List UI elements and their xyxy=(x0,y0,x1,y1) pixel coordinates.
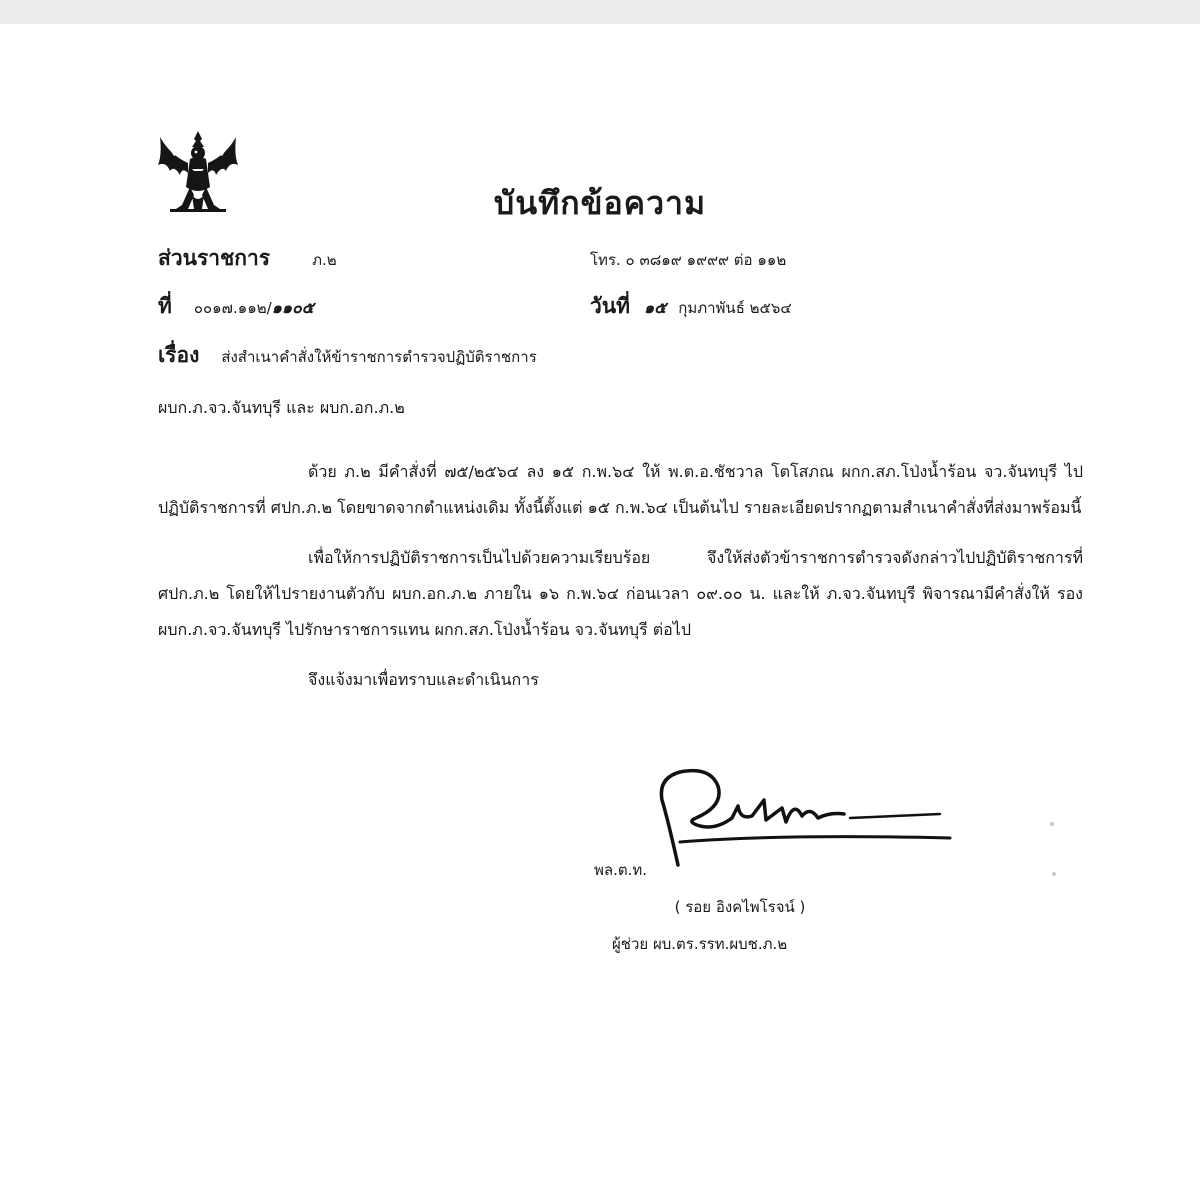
ref-handwritten: ๑๑๐๕ xyxy=(271,298,314,317)
closing-line: จึงแจ้งมาเพื่อทราบและดำเนินการ xyxy=(308,670,539,689)
memo-title: บันทึกข้อความ xyxy=(493,184,707,222)
ref-label: ที่ xyxy=(158,294,172,318)
subject-value: ส่งสำเนาคำสั่งให้ข้าราชการตำรวจปฏิบัติราชการ xyxy=(221,348,537,366)
ref-row xyxy=(158,290,314,323)
date-value: กุมภาพันธ์ ๒๕๖๔ xyxy=(678,299,792,317)
phone-value: โทร. ๐ ๓๘๑๙ ๑๙๙๙ ต่อ ๑๑๒ xyxy=(590,251,787,269)
ref-value: ๐๐๑๗.๑๑๒/ xyxy=(193,299,272,317)
date-row xyxy=(590,290,792,323)
date-label: วันที่ xyxy=(590,294,630,318)
signer-name: ( รอย อิงคไพโรจน์ ) xyxy=(674,898,806,916)
scan-speck xyxy=(1050,822,1054,826)
date-handwritten: ๑๕ xyxy=(644,298,667,317)
signer-position: ผู้ช่วย ผบ.ตร.รรท.ผบช.ภ.๒ xyxy=(612,935,788,953)
subject-row xyxy=(158,339,537,372)
agency-row xyxy=(158,242,337,275)
signer-rank: พล.ต.ท. xyxy=(594,861,648,879)
subject-label: เรื่อง xyxy=(158,343,200,367)
agency-value: ภ.๒ xyxy=(312,251,337,269)
agency-label: ส่วนราชการ xyxy=(158,246,271,270)
paragraph-1: ด้วย ภ.๒ มีคำสั่งที่ ๗๕/๒๕๖๔ ลง ๑๕ ก.พ.๖๔ ให้ พ.ต.อ.ชัชวาล โตโสภณ ผกก.สภ.โป่งน้ำร้อน จว.จันทบุรี ไปปฏิบัติราชการที่ ศปก.ภ.๒ โดยขาดจากตำแหน่งเดิม ทั้งนี้ตั้งแต่ ๑๕ ก.พ.๖๔ เป็นต้นไป รายละเอียดปรากฏตามสำเนาคำสั่งที่ส่งมาพร้อมนี้ xyxy=(158,462,1083,517)
paragraph-2: เพื่อให้การปฏิบัติราชการเป็นไปด้วยความเรียบร้อย จึงให้ส่งตัวข้าราชการตำรวจดังกล่าวไปปฏิบัติราชการที่ ศปก.ภ.๒ โดยให้ไปรายงานตัวกับ ผบก.อก.ภ.๒ ภายใน ๑๖ ก.พ.๖๔ ก่อนเวลา ๐๙.๐๐ น. และให้ ภ.จว.จันทบุรี พิจารณามีคำสั่งให้ รอง ผบก.ภ.จว.จันทบุรี ไปรักษาราชการแทน ผกก.สภ.โป่งน้ำร้อน จว.จันทบุรี ต่อไป xyxy=(158,548,1083,639)
scan-speck xyxy=(1052,872,1056,876)
handwritten-signature xyxy=(640,760,960,870)
recipients: ผบก.ภ.จว.จันทบุรี และ ผบก.อก.ภ.๒ xyxy=(158,398,405,417)
memo-body xyxy=(158,390,1083,698)
top-strip xyxy=(0,0,1200,24)
